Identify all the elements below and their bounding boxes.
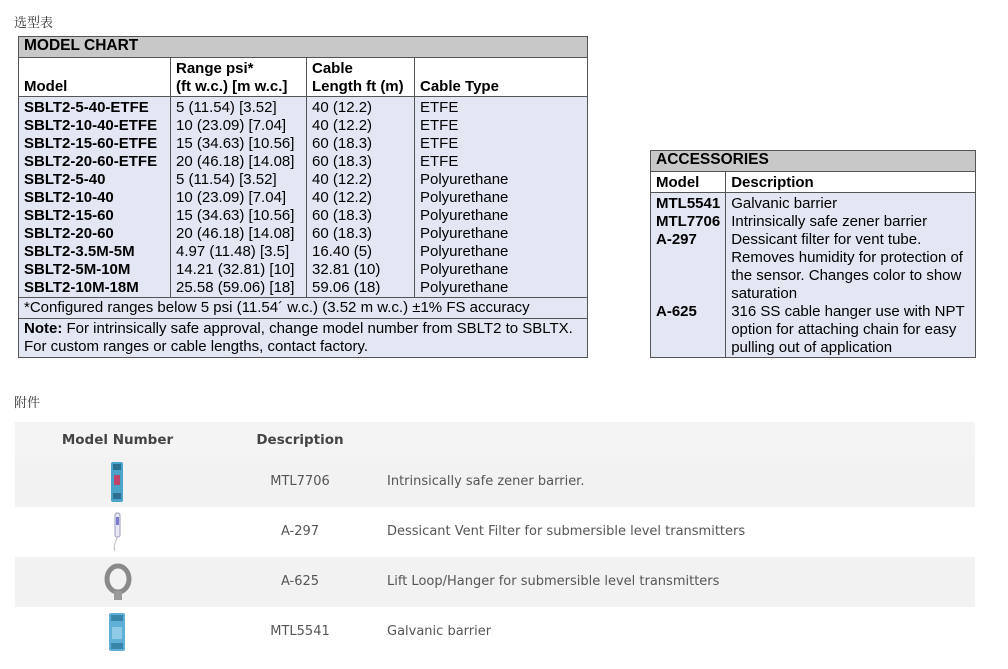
note: Note: For intrinsically safe approval, change model number from SBLT2 to SBLTX. For custom ranges or cable lengths, contact factory. (19, 319, 588, 358)
table-row: SBLT2-5-40 5 (11.54) [3.52] 40 (12.2) Polyurethane (19, 171, 588, 189)
footnote: *Configured ranges below 5 psi (11.54´ w.c.) (3.52 m w.c.) ±1% FS accuracy (19, 298, 588, 319)
model-number: A-297 (280, 524, 320, 539)
col-header-cable-type: Cable Type (415, 58, 588, 97)
table-row: A-297 Dessicant filter for vent tube. Removes humidity for protection of the sensor. Changes color to show saturation (651, 231, 976, 303)
list-item (15, 557, 975, 607)
accessory-list (15, 422, 975, 657)
lift-loop-icon (103, 561, 133, 603)
table-row: SBLT2-3.5M-5M 4.97 (11.48) [3.5] 16.40 (5) Polyurethane (19, 243, 588, 261)
table-row: A-625 316 SS cable hanger use with NPT option for attaching chain for easy pulling out of application (651, 303, 976, 358)
table-row: SBLT2-5M-10M 14.21 (32.81) [10] 32.81 (10) Polyurethane (19, 261, 588, 279)
acc-col-header-description: Description (726, 172, 976, 193)
col-header-range: Range psi* (ft w.c.) [m w.c.] (171, 58, 307, 97)
table-row: SBLT2-20-60-ETFE 20 (46.18) [14.08] 60 (18.3) ETFE (19, 153, 588, 171)
item-description: Intrinsically safe zener barrier. (387, 474, 585, 489)
model-chart-title: MODEL CHART (19, 37, 588, 58)
accessory-list-header (15, 422, 975, 457)
table-row: MTL7706 Intrinsically safe zener barrier (651, 213, 976, 231)
table-row: MTL5541 Galvanic barrier (651, 193, 976, 214)
table-row: SBLT2-15-60-ETFE 15 (34.63) [10.56] 60 (18.3) ETFE (19, 135, 588, 153)
header-model-number: Model Number (61, 432, 174, 448)
list-item (15, 457, 975, 507)
accessories-section-label: 附件 (14, 396, 41, 411)
model-number: A-625 (280, 574, 320, 589)
item-description: Galvanic barrier (387, 624, 492, 639)
table-row: SBLT2-15-60 15 (34.63) [10.56] 60 (18.3) Polyurethane (19, 207, 588, 225)
selection-section-label: 选型表 (14, 16, 54, 31)
table-row: SBLT2-10M-18M 25.58 (59.06) [18] 59.06 (18) Polyurethane (19, 279, 588, 298)
model-number: MTL7706 (270, 474, 330, 489)
table-row: SBLT2-5-40-ETFE 5 (11.54) [3.52] 40 (12.2) ETFE (19, 97, 588, 118)
model-number: MTL5541 (270, 624, 330, 639)
accessories-title: ACCESSORIES (651, 151, 976, 172)
item-description: Dessicant Vent Filter for submersible level transmitters (387, 524, 746, 539)
table-row: SBLT2-10-40 10 (23.09) [7.04] 40 (12.2) Polyurethane (19, 189, 588, 207)
col-header-model: Model (19, 58, 171, 97)
item-description: Lift Loop/Hanger for submersible level transmitters (387, 574, 720, 589)
accessories-table (650, 150, 976, 358)
list-item (15, 507, 975, 557)
acc-col-header-model: Model (651, 172, 726, 193)
zener-barrier-icon (103, 461, 133, 503)
col-header-cable-length: Cable Length ft (m) (307, 58, 415, 97)
list-item (15, 607, 975, 657)
vent-filter-icon (103, 511, 133, 553)
table-row: SBLT2-10-40-ETFE 10 (23.09) [7.04] 40 (12.2) ETFE (19, 117, 588, 135)
header-description: Description (256, 432, 344, 448)
table-row: SBLT2-20-60 20 (46.18) [14.08] 60 (18.3) Polyurethane (19, 225, 588, 243)
galvanic-barrier-icon (103, 611, 133, 653)
model-chart-table (18, 36, 588, 358)
